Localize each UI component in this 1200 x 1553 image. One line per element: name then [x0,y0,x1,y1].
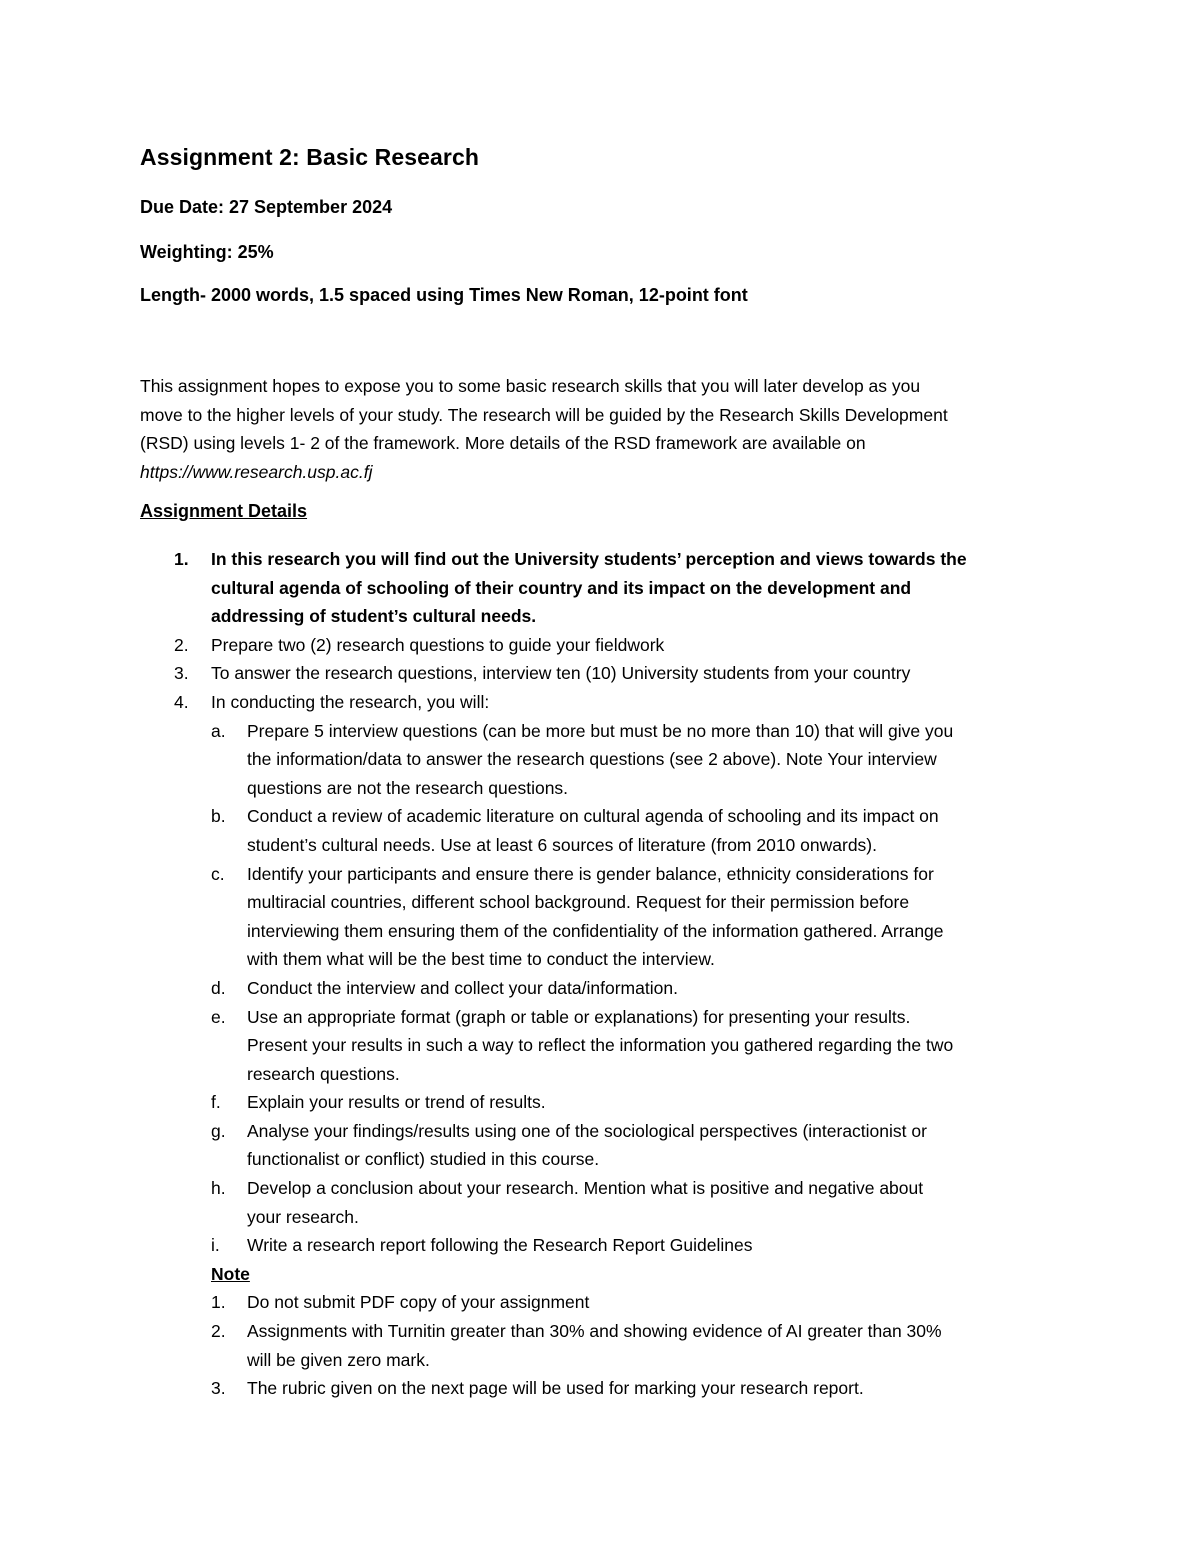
sub-item-text: Explain your results or trend of results. [247,1092,546,1113]
note-number: 3. [211,1378,226,1399]
note-text: Assignments with Turnitin greater than 30% and showing evidence of AI greater than 30% [247,1321,942,1342]
sub-list-item [140,802,1080,859]
sub-item-text: Identify your participants and ensure there is gender balance, ethnicity considerations for [247,863,934,884]
sub-item-text: research questions. [247,1063,400,1084]
document-title: Assignment 2: Basic Research [140,144,479,170]
sub-list-item [140,1003,1080,1089]
sub-item-text: Use an appropriate format (graph or table or explanations) for presenting your results. [247,1006,911,1027]
length-requirement: Length- 2000 words, 1.5 spaced using Times New Roman, 12-point font [140,285,748,305]
assignment-details-heading: Assignment Details [140,501,308,521]
list-item [140,631,1080,660]
intro-line: move to the higher levels of your study. The research will be guided by the Research Skills Development [140,404,948,425]
note-item [140,1374,1080,1403]
sub-item-text: Present your results in such a way to reflect the information you gathered regarding the two [247,1035,954,1056]
sub-item-text: Analyse your findings/results using one of the sociological perspectives (interactionist or [247,1120,927,1141]
sub-list-item [140,1088,1080,1117]
sub-item-letter: h. [211,1178,226,1199]
item-text: Prepare two (2) research questions to guide your fieldwork [211,634,665,655]
due-date: Due Date: 27 September 2024 [140,197,393,217]
list-item [140,688,1080,717]
sub-item-text: multiracial countries, different school background. Request for their permission before [247,892,910,913]
note-number: 1. [211,1292,226,1313]
sub-item-letter: g. [211,1120,226,1141]
item-number: 4. [174,691,189,712]
sub-item-text: Prepare 5 interview questions (can be more but must be no more than 10) that will give you [247,720,954,741]
sub-item-text: interviewing them ensuring them of the confidentiality of the information gathered. Arrange [247,920,944,941]
sub-list-item [140,860,1080,974]
sub-item-text: with them what will be the best time to conduct the interview. [247,949,715,970]
sub-list-item [140,974,1080,1003]
note-text: Do not submit PDF copy of your assignment [247,1292,590,1313]
sub-item-text: your research. [247,1206,359,1227]
sub-item-letter: e. [211,1006,226,1027]
item-text: To answer the research questions, interview ten (10) University students from your country [211,663,911,684]
sub-item-letter: b. [211,806,226,827]
note-text: will be given zero mark. [247,1349,430,1370]
list-item [140,545,1080,631]
assignment-details-list [140,545,1080,1403]
sub-item-text: Write a research report following the Research Report Guidelines [247,1235,753,1256]
note-heading: Note [211,1263,250,1284]
sub-item-text: functionalist or conflict) studied in this course. [247,1149,600,1170]
sub-item-text: questions are not the research questions. [247,777,569,798]
item-text: In this research you will find out the University students’ perception and views towards the [211,549,967,569]
sub-item-text: the information/data to answer the research questions (see 2 above). Note Your interview [247,749,937,770]
note-item [140,1288,1080,1317]
weighting: Weighting: 25% [140,242,274,262]
sub-list-item [140,1231,1080,1260]
sub-item-text: student’s cultural needs. Use at least 6 sources of literature (from 2010 onwards). [247,834,877,855]
note-number: 2. [211,1321,226,1342]
item-text: addressing of student’s cultural needs. [211,606,537,627]
item-text: In conducting the research, you will: [211,691,490,712]
sub-item-letter: i. [211,1235,220,1256]
item-text: cultural agenda of schooling of their country and its impact on the development and [211,577,912,598]
item-number: 3. [174,663,189,684]
sub-item-letter: c. [211,863,225,884]
intro-line: This assignment hopes to expose you to some basic research skills that you will later develop as you [140,376,921,396]
note-text: The rubric given on the next page will be used for marking your research report. [247,1378,864,1399]
sub-list-item [140,1174,1080,1231]
research-url: https://www.research.usp.ac.fj [140,461,373,482]
sub-item-letter: f. [211,1092,221,1113]
sub-item-letter: a. [211,720,226,741]
item-number: 2. [174,634,189,655]
sub-item-text: Develop a conclusion about your research. Mention what is positive and negative about [247,1178,924,1199]
sub-item-text: Conduct the interview and collect your data/information. [247,977,678,998]
sub-item-letter: d. [211,977,226,998]
sub-list-item [140,1117,1080,1174]
sub-list-item [140,717,1080,803]
item-number: 1. [174,549,189,569]
sub-item-text: Conduct a review of academic literature on cultural agenda of schooling and its impact on [247,806,939,827]
intro-paragraph [140,372,1070,486]
intro-line: (RSD) using levels 1- 2 of the framework. More details of the RSD framework are available on [140,433,866,454]
list-item [140,659,1080,688]
note-item [140,1317,1080,1374]
